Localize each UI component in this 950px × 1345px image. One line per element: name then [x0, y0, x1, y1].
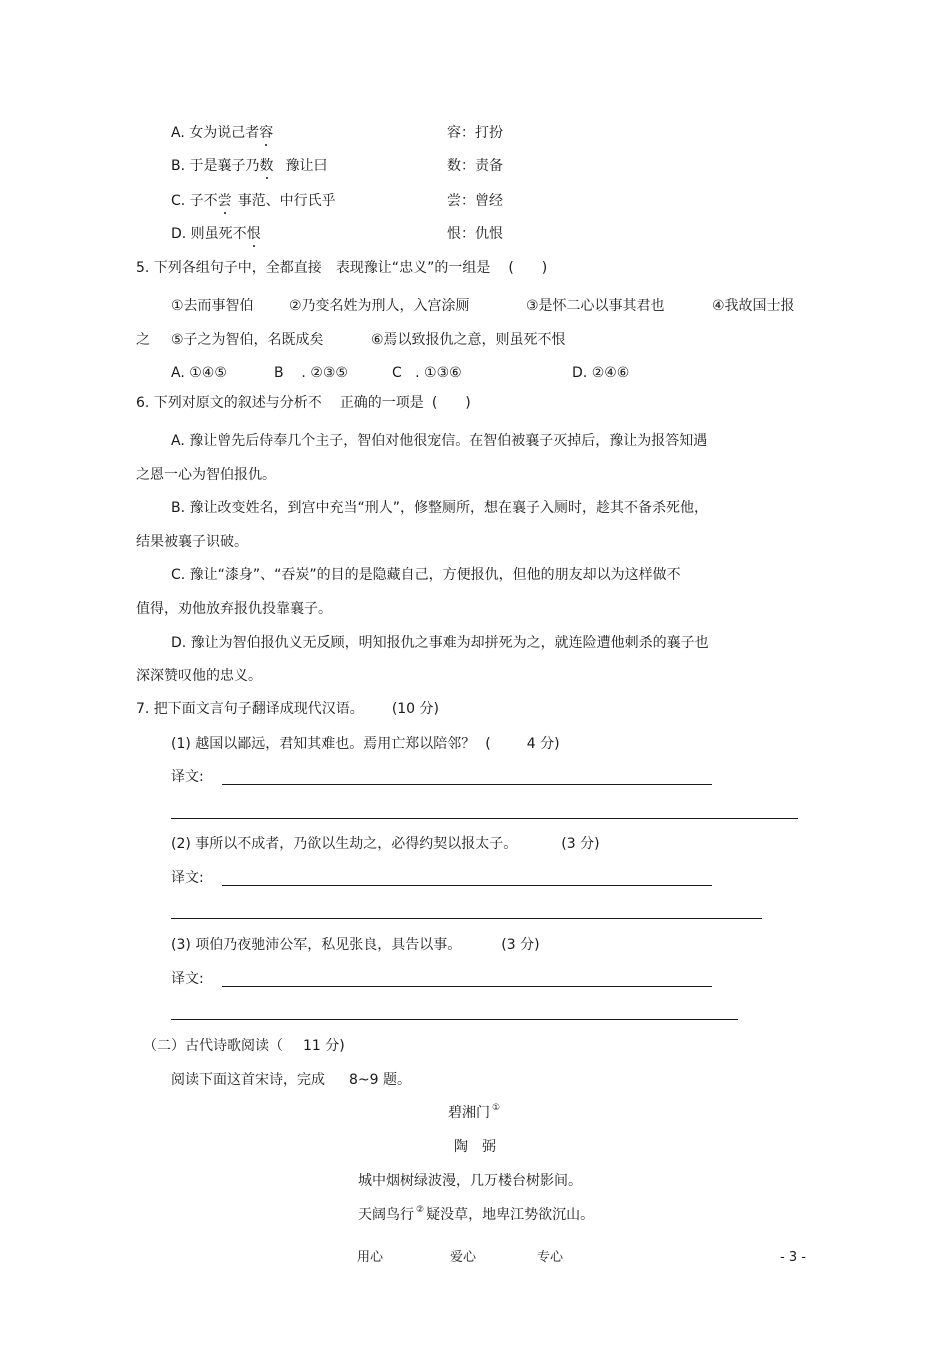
q6-option-c-line2: 值得，劝他放弃报仇投靠襄子。	[136, 601, 332, 617]
q7-answer-line-1b[interactable]	[171, 818, 798, 819]
q7-item-2: (2) 事所以不成者，乃欲以生劫之，必得约契以报太子。 (3 分)	[171, 836, 600, 852]
poem-line-2-footnote: ②	[416, 1205, 425, 1215]
q5-item-4-cont: 之	[136, 332, 150, 348]
q5-option-a: A. ①④⑤	[171, 365, 227, 381]
q5-item-3: ③是怀二心以事其君也	[526, 298, 665, 314]
q7-answer-label-2: 译文:	[171, 870, 204, 886]
q7-answer-label-1: 译文:	[171, 769, 204, 785]
q6-option-c-line1: C. 豫让“漆身”、“吞炭”的目的是隐藏自己，方便报仇，但他的朋友却以为这样做不	[171, 567, 681, 583]
q7-answer-label-3: 译文:	[171, 971, 204, 987]
q4-option-d: D. 则虽死不恨	[171, 226, 261, 242]
q4-note-c: 尝：曾经	[447, 193, 503, 209]
q4-note-a: 容：打扮	[447, 125, 503, 141]
page-number: - 3 -	[780, 1250, 806, 1265]
q6-option-d-line1: D. 豫让为智伯报仇义无反顾，明知报仇之事难为却拼死为之，就连险遭他刺杀的襄子也	[171, 635, 709, 651]
q6-option-a-line2: 之恩一心为智伯报仇。	[136, 467, 276, 483]
poem-title-footnote: ①	[491, 1103, 501, 1113]
q5-option-c: C . ①③⑥	[392, 365, 462, 381]
q5-item-5: ⑤子之为智伯，名既成矣	[171, 332, 324, 348]
section2-title: （二）古代诗歌阅读（ 11 分)	[143, 1038, 345, 1054]
q7-item-3: (3) 项伯乃夜驰沛公军，私见张良，具告以事。 (3 分)	[171, 937, 540, 953]
q5-item-1: ①去而事智伯	[171, 298, 254, 314]
q5-option-d: D. ②④⑥	[572, 365, 630, 381]
q5-item-2: ②乃变名姓为刑人，入宫涂厕	[289, 298, 470, 314]
q4-option-c: C. 子不尝 事范、中行氏乎	[171, 193, 336, 209]
q5-stem: 5. 下列各组句子中，全都直接 表现豫让“忠义”的一组是 ( )	[136, 260, 548, 276]
q4-option-a: A. 女为说己者容	[171, 125, 274, 141]
q5-item-6: ⑥焉以致报仇之意，则虽死不恨	[371, 332, 566, 348]
q6-stem: 6. 下列对原文的叙述与分析不 正确的一项是 ( )	[136, 395, 471, 411]
q6-option-b-line2: 结果被襄子识破。	[136, 534, 248, 550]
q7-stem: 7. 把下面文言句子翻译成现代汉语。 (10 分)	[136, 701, 440, 717]
poem-title: 碧湘门 ①	[447, 1103, 501, 1121]
footer-item-1: 用心	[357, 1250, 384, 1265]
q4-note-b: 数：责备	[447, 158, 503, 174]
q6-option-b-line1: B. 豫让改变姓名，到宫中充当“刑人”，修整厕所，想在襄子入厕时，趁其不备杀死他，	[171, 500, 709, 516]
q7-answer-line-2a[interactable]	[222, 885, 712, 886]
q7-answer-line-1a[interactable]	[222, 784, 712, 785]
q7-answer-line-2b[interactable]	[171, 918, 762, 919]
section2-instruction: 阅读下面这首宋诗，完成 8~9 题。	[171, 1072, 411, 1088]
footer-item-3: 专心	[537, 1250, 564, 1265]
q4-option-b: B. 于是襄子乃数 豫让曰	[171, 158, 328, 174]
q7-answer-line-3a[interactable]	[222, 986, 712, 987]
q4-note-d: 恨：仇恨	[447, 226, 503, 242]
q7-answer-line-3b[interactable]	[171, 1019, 738, 1020]
q7-item-1: (1) 越国以鄙远，君知其难也。焉用亡郑以陪邻？ ( 4 分)	[171, 736, 560, 752]
poem-line-1: 城中烟树绿波漫，几万楼台树影间。	[358, 1173, 582, 1189]
q5-item-4: ④我故国士报	[712, 298, 795, 314]
q6-option-a-line1: A. 豫让曾先后侍奉几个主子，智伯对他很宠信。在智伯被襄子灭掉后，豫让为报答知遇	[171, 433, 708, 449]
q6-option-d-line2: 深深赞叹他的忠义。	[136, 668, 262, 684]
poem-line-2: 天阔鸟行 ② 疑没草，地卑江势欲沉山。	[358, 1205, 595, 1223]
q5-option-b: B . ②③⑤	[274, 365, 348, 381]
poem-author: 陶 弼	[454, 1139, 496, 1155]
footer-item-2: 爱心	[450, 1250, 477, 1265]
